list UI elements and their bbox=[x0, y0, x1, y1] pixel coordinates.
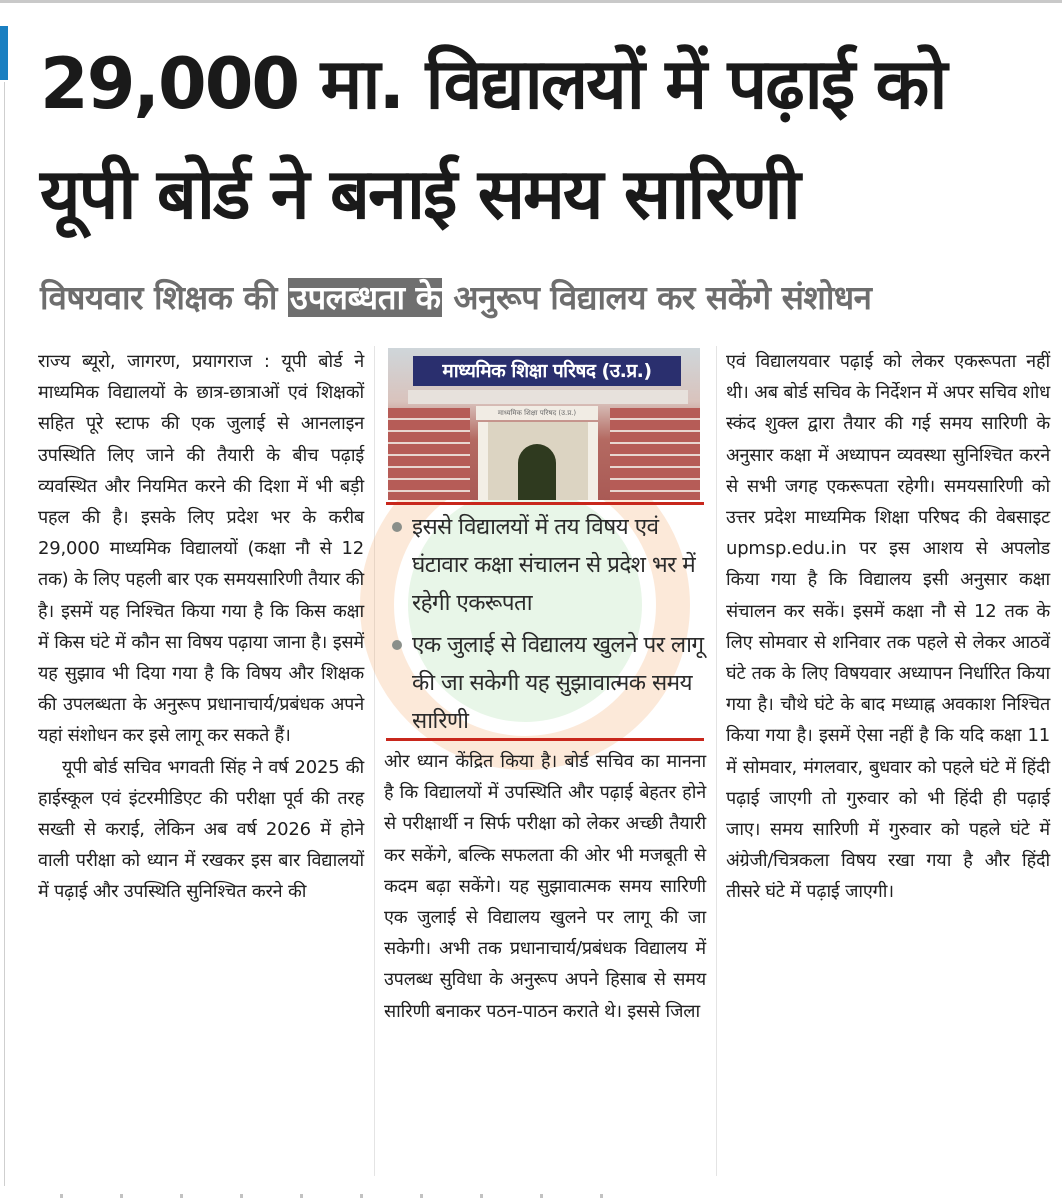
headline-line-2: यूपी बोर्ड ने बनाई समय सारिणी bbox=[40, 153, 799, 235]
photo-building-wing bbox=[610, 408, 700, 500]
article-paragraph: राज्य ब्यूरो, जागरण, प्रयागराज : यूपी बोर्ड ने माध्यमिक विद्यालयों के छात्र-छात्राओं एवं शिक्षकों सहित पूरे स्टाफ की एक जुलाई से आनलाइन उपस्थिति लिए जाने की तैयारी के बीच पढ़ाई व्यवस्थित और नियमित करने की दिशा में भी बड़ी पहल की है। इसके लिए प्रदेश भर के करीब 29,000 माध्यमिक विद्यालयों (कक्षा नौ से 12 तक) के लिए पहली बार एक समयसारिणी तैयार की है। इसमें यह निश्चित किया गया है कि किस कक्षा में किस घंटे में कौन सा विषय पढ़ाया जाना है। इसमें यह सुझाव भी दिया गया है कि विषय और शिक्षक की उपलब्धता के अनुरूप प्रधानाचार्य/प्रबंधक अपने यहां संशोधन कर इसे लागू कर सकते हैं। bbox=[38, 351, 364, 747]
article-paragraph: ओर ध्यान केंद्रित किया है। बोर्ड सचिव का मानना है कि विद्यालयों में उपस्थिति और पढ़ाई बेहतर होने से परीक्षार्थी न सिर्फ परीक्षा को लेकर अच्छी तैयारी कर सकेंगे, बल्कि सफलता की ओर भी मजबूती से कदम बढ़ा सकेंगे। यह सुझावात्मक समय सारिणी एक जुलाई से विद्यालय खुलने पर लागू की जा सकेगी। अभी तक प्रधानाचार्य/प्रबंधक विद्यालय में उपलब्ध सुविधा के अनुरूप अपने हिसाब से समय सारिणी बनाकर पठन-पाठन कराते थे। इससे जिला bbox=[384, 751, 706, 1022]
photo-pillar bbox=[588, 422, 598, 500]
headline bbox=[40, 28, 1050, 250]
cropped-text-fragments bbox=[60, 1194, 620, 1198]
column-divider bbox=[374, 346, 375, 1176]
article-paragraph: एवं विद्यालयवार पढ़ाई को लेकर एकरूपता नहीं थी। अब बोर्ड सचिव के निर्देशन में अपर सचिव शोध स्कंद शुक्ल द्वारा तैयार की गई समय सारिणी के अनुसार कक्षा में अध्यापन व्यवस्था सुनिश्चित करने से सभी जगह एकरूपता रहेगी। समयसारिणी को उत्तर प्रदेश माध्यमिक शिक्षा परिषद की वेबसाइट upmsp.edu.in पर इस आशय से अपलोड किया गया है कि विद्यालय इसी अनुसार कक्षा संचालन कर सकें। इसमें कक्षा नौ से 12 तक के लिए सोमवार से शनिवार तक पहले से लेकर आठवें घंटे तक के लिए विषयवार अध्यापन निर्धारित किया गया है। चौथे घंटे के बाद मध्याह्न अवकाश निश्चित किया गया है। इसमें ऐसा नहीं है कि यदि कक्षा 11 में सोमवार, मंगलवार, बुधवार को पहले घंटे में हिंदी पढ़ाई जाएगी तो गुरुवार को भी हिंदी ही पढ़ाई जाए। समय सारिणी में गुरुवार को पहले घंटे में अंग्रेजी/चित्रकला विषय रखा गया है और हिंदी तीसरे घंटे में पढ़ाई जाएगी। bbox=[726, 351, 1050, 903]
photo-signboard: माध्यमिक शिक्षा परिषद (उ.प्र.) bbox=[413, 356, 681, 386]
news-photo-board-building bbox=[388, 348, 700, 500]
subheadline bbox=[40, 272, 1050, 324]
highlight-box-bottom-rule bbox=[386, 738, 704, 741]
highlight-item bbox=[390, 626, 706, 740]
bullet-dot-icon bbox=[392, 640, 402, 650]
headline-line-1: 29,000 मा. विद्यालयों में पढ़ाई को bbox=[40, 43, 946, 125]
left-margin-rule bbox=[4, 82, 5, 1203]
cropped-next-article-strip bbox=[0, 1186, 1062, 1203]
article-column-2 bbox=[384, 746, 706, 1027]
section-accent-bar bbox=[0, 26, 8, 80]
article-paragraph: यूपी बोर्ड सचिव भगवती सिंह ने वर्ष 2025 की हाईस्कूल एवं इंटरमीडिएट की परीक्षा पूर्व की तरह सख्ती से कराई, लेकिन अब वर्ष 2026 में होने वाली परीक्षा को ध्यान में रखकर इस बार विद्यालयों में पढ़ाई और उपस्थिति सुनिश्चित करने की bbox=[38, 756, 364, 903]
highlight-box-top-rule bbox=[386, 502, 704, 505]
highlight-text: एक जुलाई से विद्यालय खुलने पर लागू की जा सकेगी यह सुझावात्मक समय सारिणी bbox=[412, 632, 704, 734]
article-column-1 bbox=[38, 346, 364, 908]
highlight-text: इससे विद्यालयों में तय विषय एवं घंटावार कक्षा संचालन से प्रदेश भर में रहेगी एकरूपता bbox=[412, 514, 696, 616]
photo-building-lintel bbox=[408, 390, 688, 404]
subheadline-text-before: विषयवार शिक्षक की bbox=[40, 278, 288, 317]
highlight-box bbox=[390, 508, 706, 744]
photo-arched-door bbox=[518, 444, 556, 500]
subheadline-highlight: उपलब्धता के bbox=[289, 278, 441, 317]
photo-plaque: माध्यमिक शिक्षा परिषद (उ.प्र.) bbox=[476, 406, 598, 420]
photo-pillar bbox=[478, 422, 488, 500]
article-column-3 bbox=[726, 346, 1050, 908]
column-divider bbox=[716, 346, 717, 1176]
bullet-dot-icon bbox=[392, 522, 402, 532]
highlight-item bbox=[390, 508, 706, 622]
photo-building-wing bbox=[388, 408, 470, 500]
top-border-rule bbox=[0, 0, 1062, 3]
subheadline-text-after: अनुरूप विद्यालय कर सकेंगे संशोधन bbox=[442, 278, 872, 317]
